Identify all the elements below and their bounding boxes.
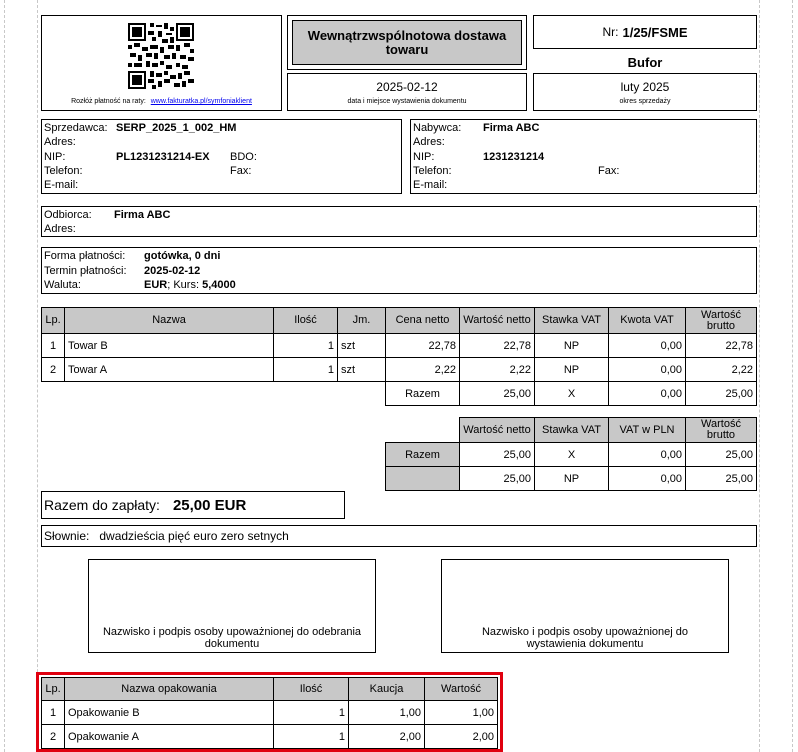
buyer-address-label: Adres: [413, 136, 445, 148]
items-total-rate: X [534, 381, 609, 406]
pack-row-2-deposit: 2,00 [348, 724, 425, 749]
pack-row-1-qty: 1 [273, 700, 349, 725]
pack-header-name: Nazwa opakowania [64, 677, 274, 701]
pack-row-2-name: Opakowanie A [64, 724, 274, 749]
pack-row-1-deposit: 1,00 [348, 700, 425, 725]
vat-row-1-net: 25,00 [459, 442, 535, 467]
vat-row-2-rate: NP [534, 466, 609, 491]
seller-label: Sprzedawca: [44, 122, 108, 134]
sale-period-box [533, 73, 757, 111]
items-row-1-lp: 1 [41, 333, 65, 358]
items-row-1-name: Towar B [64, 333, 274, 358]
in-words-value: dwadzieścia pięć euro zero setnych [99, 529, 289, 543]
items-row-2-net-value: 2,22 [459, 357, 535, 382]
payment-due: 2025-02-12 [144, 265, 201, 277]
issue-date: 2025-02-12 [376, 80, 438, 94]
qr-caption-link[interactable]: www.fakturatka.pl/symfoniaklient [150, 98, 252, 105]
payment-box [41, 247, 757, 294]
pack-row-2-qty: 1 [273, 724, 349, 749]
qr-box [41, 15, 282, 111]
vat-total-label: Razem [385, 442, 460, 467]
margin-guide-inner-right [759, 0, 760, 752]
items-total-gross: 25,00 [685, 381, 757, 406]
items-row-2-vat-rate: NP [534, 357, 609, 382]
pack-row-2-value: 2,00 [424, 724, 498, 749]
items-row-1-net-value: 22,78 [459, 333, 535, 358]
items-row-1-qty: 1 [273, 333, 338, 358]
items-row-2-name: Towar A [64, 357, 274, 382]
vat-header-rate: Stawka VAT [534, 417, 609, 443]
buyer-nip: 1231231214 [483, 151, 545, 163]
items-total-net: 25,00 [459, 381, 535, 406]
issue-date-box [287, 73, 527, 111]
qr-caption [42, 98, 281, 105]
payment-form-label: Forma płatności: [44, 250, 126, 262]
buyer-box [410, 119, 757, 194]
document-number: 1/25/FSME [622, 24, 688, 40]
seller-nip: PL1231231214-EX [116, 151, 210, 163]
pack-row-1-lp: 1 [41, 700, 65, 725]
seller-fax-label: Fax: [230, 165, 252, 177]
recipient-box [41, 206, 757, 237]
items-header-lp: Lp. [41, 307, 65, 334]
items-row-2-gross: 2,22 [685, 357, 757, 382]
items-row-1-vat-amount: 0,00 [608, 333, 686, 358]
pack-header-value: Wartość [424, 677, 498, 701]
vat-header-gross: Wartość brutto [685, 417, 757, 443]
items-row-1-vat-rate: NP [534, 333, 609, 358]
items-row-1-unit: szt [337, 333, 386, 358]
qr-code-icon [128, 23, 194, 89]
vat-row-2-label [385, 466, 460, 491]
exchange-rate-label: ; Kurs: [167, 279, 200, 291]
margin-guide-right [792, 0, 793, 752]
pack-header-deposit: Kaucja [348, 677, 425, 701]
signature-receiver-box [88, 559, 376, 653]
vat-row-2-pln: 0,00 [608, 466, 686, 491]
title-box [287, 15, 527, 70]
items-total-vat: 0,00 [608, 381, 686, 406]
items-header-qty: Ilość [273, 307, 338, 334]
in-words-label: Słownie: [44, 529, 90, 543]
document-status: Bufor [627, 55, 663, 70]
margin-guide-inner-left [37, 0, 38, 752]
vat-row-1-gross: 25,00 [685, 442, 757, 467]
issue-date-caption: data i miejsce wystawienia dokumentu [347, 98, 467, 105]
pack-row-2-lp: 2 [41, 724, 65, 749]
currency-label: Waluta: [44, 279, 81, 291]
items-row-2-qty: 1 [273, 357, 338, 382]
items-header-vat-amount: Kwota VAT [608, 307, 686, 334]
buyer-email-label: E-mail: [413, 179, 448, 191]
items-header-name: Nazwa [64, 307, 274, 334]
vat-row-1-rate: X [534, 442, 609, 467]
buyer-phone-label: Telefon: [413, 165, 452, 177]
qr-caption-prefix: Rozłóż płatność na raty: [71, 98, 146, 105]
payment-due-label: Termin płatności: [44, 265, 127, 277]
pack-header-lp: Lp. [41, 677, 65, 701]
seller-email-label: E-mail: [44, 179, 79, 191]
signature-issuer-caption: Nazwisko i podpis osoby upoważnionej do wystawienia dokumentu [481, 626, 689, 650]
recipient-label: Odbiorca: [44, 209, 92, 221]
vat-header-net: Wartość netto [459, 417, 535, 443]
sale-period-caption: okres sprzedaży [619, 98, 671, 105]
seller-nip-label: NIP: [44, 151, 66, 163]
items-row-1-net-price: 22,78 [385, 333, 460, 358]
margin-guide-left [4, 0, 5, 752]
pack-row-1-value: 1,00 [424, 700, 498, 725]
currency-value: EUR [144, 279, 168, 291]
seller-address-label: Adres: [44, 136, 76, 148]
vat-row-2-net: 25,00 [459, 466, 535, 491]
buyer-name: Firma ABC [483, 122, 540, 134]
to-pay-value: 25,00 EUR [172, 496, 247, 514]
sale-period: luty 2025 [620, 80, 670, 94]
buyer-fax-label: Fax: [598, 165, 620, 177]
seller-bdo-label: BDO: [230, 151, 257, 163]
signature-receiver-caption: Nazwisko i podpis osoby upoważnionej do odebrania dokumentu [102, 626, 362, 650]
items-total-label: Razem [385, 381, 460, 406]
pack-header-qty: Ilość [273, 677, 349, 701]
in-words-box [41, 525, 757, 547]
recipient-name: Firma ABC [114, 209, 171, 221]
document-title: Wewnątrzwspólnotowa dostawa towaru [292, 20, 522, 65]
items-header-unit: Jm. [337, 307, 386, 334]
exchange-rate: 5,4000 [202, 279, 236, 291]
items-header-vat-rate: Stawka VAT [534, 307, 609, 334]
recipient-address-label: Adres: [44, 223, 76, 235]
to-pay-box [41, 491, 345, 519]
items-row-2-net-price: 2,22 [385, 357, 460, 382]
signature-issuer-box [441, 559, 729, 653]
to-pay-label: Razem do zapłaty: [44, 497, 160, 513]
seller-box [41, 119, 402, 194]
items-header-net-value: Wartość netto [459, 307, 535, 334]
items-row-1-gross: 22,78 [685, 333, 757, 358]
buyer-nip-label: NIP: [413, 151, 435, 163]
items-header-gross: Wartość brutto [685, 307, 757, 334]
items-row-2-vat-amount: 0,00 [608, 357, 686, 382]
vat-row-2-gross: 25,00 [685, 466, 757, 491]
items-row-2-unit: szt [337, 357, 386, 382]
vat-row-1-pln: 0,00 [608, 442, 686, 467]
pack-row-1-name: Opakowanie B [64, 700, 274, 725]
seller-phone-label: Telefon: [44, 165, 83, 177]
document-number-box [533, 15, 757, 49]
vat-header-pln: VAT w PLN [608, 417, 686, 443]
payment-form: gotówka, 0 dni [144, 250, 221, 262]
seller-name: SERP_2025_1_002_HM [116, 122, 237, 134]
currency-line [144, 279, 236, 291]
items-header-net-price: Cena netto [385, 307, 460, 334]
items-row-2-lp: 2 [41, 357, 65, 382]
document-number-label: Nr: [602, 25, 619, 39]
buyer-label: Nabywca: [413, 122, 462, 134]
